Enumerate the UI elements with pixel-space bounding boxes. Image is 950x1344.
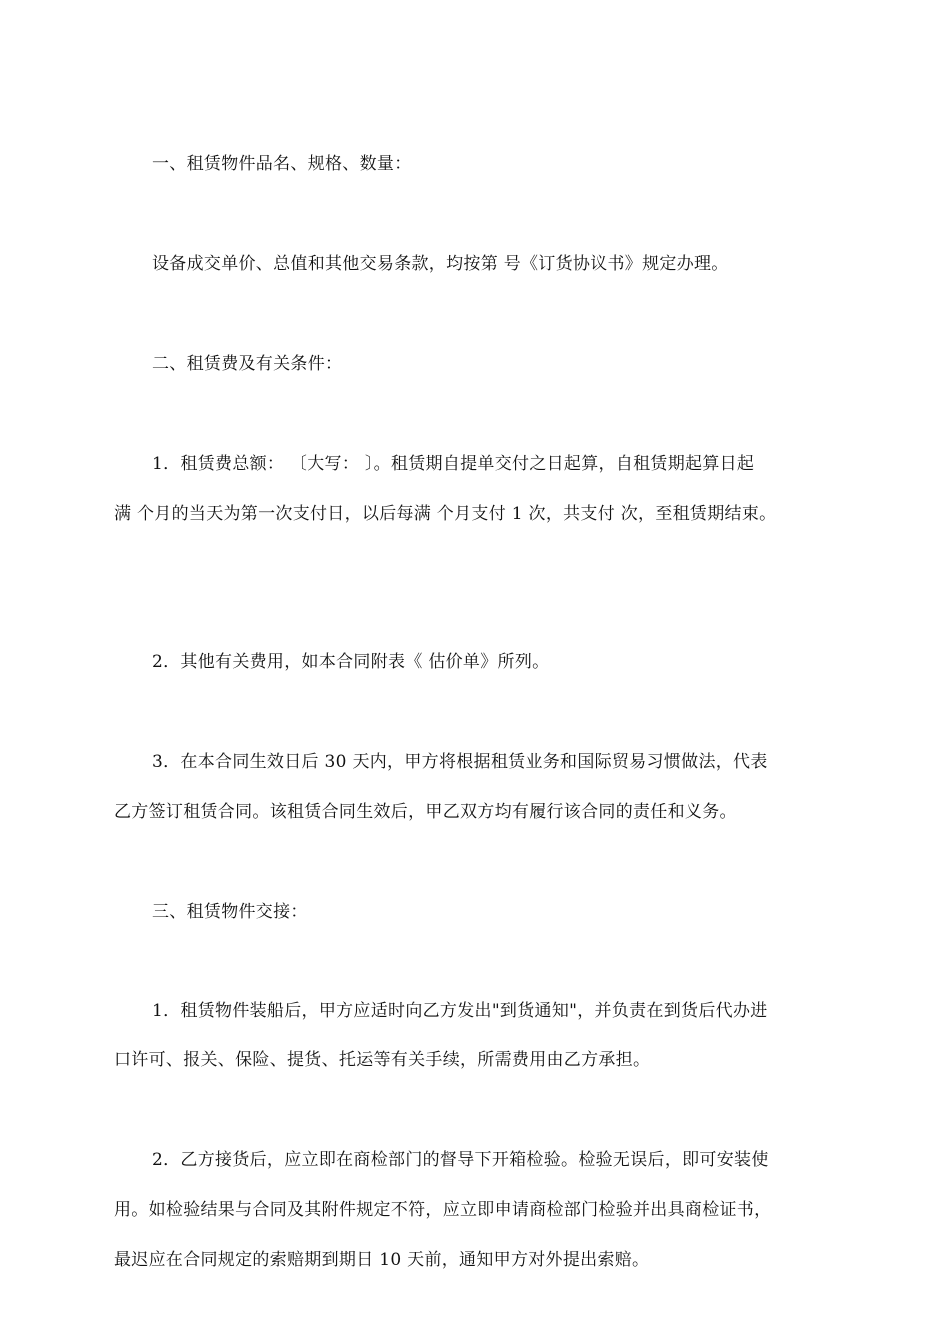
paragraph-line: 3．在本合同生效日后 30 天内，甲方将根据租赁业务和国际贸易习惯做法，代表 [152,752,768,772]
section-heading-1: 一、租赁物件品名、规格、数量： [152,154,412,174]
paragraph-line: 满 个月的当天为第一次支付日，以后每满 个月支付 1 次，共支付 次，至租赁期结束。 [114,504,777,524]
paragraph-line: 口许可、报关、保险、提货、托运等有关手续，所需费用由乙方承担。 [114,1050,651,1070]
paragraph-line: 乙方签订租赁合同。该租赁合同生效后，甲乙双方均有履行该合同的责任和义务。 [114,802,737,822]
paragraph-line: 用。如检验结果与合同及其附件规定不符，应立即申请商检部门检验并出具商检证书， [114,1200,772,1220]
paragraph-line: 最迟应在合同规定的索赔期到期日 10 天前，通知甲方对外提出索赔。 [114,1250,650,1270]
paragraph-line: 1．租赁费总额： 〔大写： 〕。租赁期自提单交付之日起算，自租赁期起算日起 [152,454,755,474]
paragraph-line: 2．乙方接货后，应立即在商检部门的督导下开箱检验。检验无误后，即可安装使 [152,1150,769,1170]
paragraph-line: 1．租赁物件装船后，甲方应适时向乙方发出"到货通知"，并负责在到货后代办进 [152,1001,768,1021]
paragraph-line: 设备成交单价、总值和其他交易条款，均按第 号《订货协议书》规定办理。 [152,254,729,274]
paragraph-line: 2．其他有关费用，如本合同附表《 估价单》所列。 [152,652,550,672]
section-heading-3: 三、租赁物件交接： [152,902,308,922]
section-heading-2: 二、租赁费及有关条件： [152,354,343,374]
